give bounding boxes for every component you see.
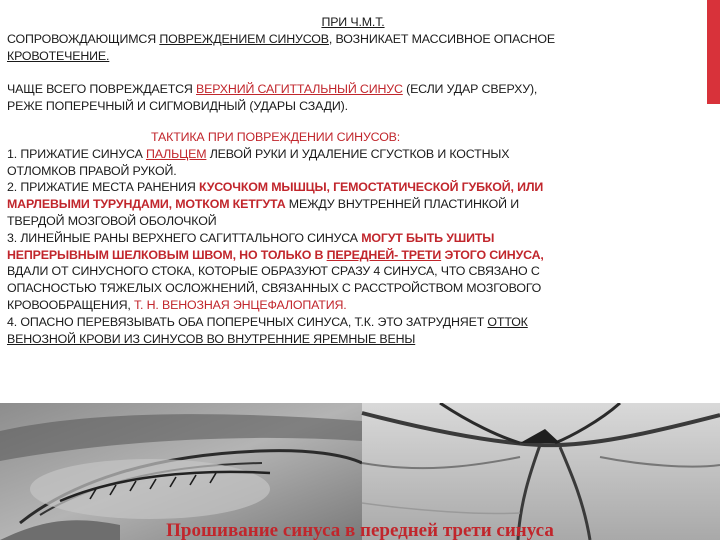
item-highlight: НЕПРЕРЫВНЫМ ШЕЛКОВЫМ ШВОМ, НО ТОЛЬКО В [7, 247, 327, 262]
accent-bar [707, 0, 720, 104]
heading-prefix-text: ПРИ Ч.М.Т. [321, 15, 385, 29]
item3-line3: ВДАЛИ ОТ СИНУСНОГО СТОКА, КОТОРЫЕ ОБРАЗУЮТ СРАЗУ 4 СИНУСА, ЧТО СВЯЗАНО С [7, 264, 540, 279]
item1-line1 [7, 146, 699, 163]
item-text: 1. ПРИЖАТИЕ СИНУСА [7, 146, 146, 161]
item-text: 4. ОПАСНО ПЕРЕВЯЗЫВАТЬ ОБА ПОПЕРЕЧНЫХ СИНУСА, Т.К. ЭТО ЗАТРУДНЯЕТ [7, 314, 488, 329]
item3-line4: ОПАСНОСТЬЮ ТЯЖЕЛЫХ ОСЛОЖНЕНИЙ, СВЯЗАННЫХ С РАССТРОЙСТВОМ МОЗГОВОГО [7, 281, 542, 296]
item4-line2 [7, 331, 699, 348]
spacer [7, 115, 699, 129]
item-highlight: ЭТОГО СИНУСА, [441, 247, 544, 262]
item4-line1 [7, 314, 699, 331]
heading-line1 [7, 31, 699, 48]
slide-text [7, 14, 699, 347]
item1-line2: ОТЛОМКОВ ПРАВОЙ РУКОЙ. [7, 163, 177, 178]
frequent-text: ЧАЩЕ ВСЕГО ПОВРЕЖДАЕТСЯ [7, 82, 197, 97]
item-text: 3. ЛИНЕЙНЫЕ РАНЫ ВЕРХНЕГО САГИТТАЛЬНОГО СИНУСА [7, 230, 362, 245]
frequent-line1 [7, 81, 699, 98]
item3-line5 [7, 297, 699, 314]
item-text: МЕЖДУ ВНУТРЕННЕЙ ПЛАСТИНКОЙ И [285, 197, 519, 212]
frequent-text: (ЕСЛИ УДАР СВЕРХУ), [402, 82, 538, 97]
heading-text: , ВОЗНИКАЕТ МАССИВНОЕ ОПАСНОЕ [328, 31, 556, 46]
item-underlined: ВЕНОЗНОЙ КРОВИ ИЗ СИНУСОВ ВО ВНУТРЕННИЕ ЯРЕМНЫЕ ВЕНЫ [7, 331, 416, 346]
frequent-highlight: ВЕРХНИЙ САГИТТАЛЬНЫЙ СИНУС [196, 82, 403, 97]
item-highlight: МАРЛЕВЫМИ ТУРУНДАМИ, МОТКОМ КЕТГУТА [7, 197, 286, 212]
heading-line2 [7, 48, 699, 65]
item-underlined: ОТТОК [487, 314, 528, 329]
item-highlight: КУСОЧКОМ МЫШЦЫ, ГЕМОСТАТИЧЕСКОЙ ГУБКОЙ, ИЛИ [199, 180, 544, 195]
item-highlight-underlined: ПЕРЕДНЕЙ- ТРЕТИ [326, 247, 442, 262]
item-text: КРОВООБРАЩЕНИЯ, [7, 297, 134, 312]
heading-underlined: КРОВОТЕЧЕНИЕ. [7, 48, 110, 63]
item2-line2 [7, 196, 699, 213]
item-highlight: ПАЛЬЦЕМ [145, 146, 207, 161]
item-highlight: МОГУТ БЫТЬ УШИТЫ [361, 230, 495, 245]
spacer [7, 64, 699, 81]
item3-line1 [7, 230, 699, 247]
figure-caption: Прошивание синуса в передней трети синуса [166, 520, 554, 541]
item3-line2 [7, 247, 699, 264]
item2-line3: ТВЕРДОЙ МОЗГОВОЙ ОБОЛОЧКОЙ [7, 213, 217, 228]
heading-prefix [7, 14, 699, 31]
frequent-line2: РЕЖЕ ПОПЕРЕЧНЫЙ И СИГМОВИДНЫЙ (УДАРЫ СЗАДИ). [7, 99, 348, 114]
item-text: ЛЕВОЙ РУКИ И УДАЛЕНИЕ СГУСТКОВ И КОСТНЫХ [206, 146, 510, 161]
item2-line1 [7, 179, 699, 196]
item-text: 2. ПРИЖАТИЕ МЕСТА РАНЕНИЯ [7, 180, 200, 195]
tactics-title: ТАКТИКА ПРИ ПОВРЕЖДЕНИИ СИНУСОВ: [151, 129, 401, 144]
heading-text: СОПРОВОЖДАЮЩИМСЯ [7, 31, 160, 46]
heading-underlined: ПОВРЕЖДЕНИЕМ СИНУСОВ [159, 31, 329, 46]
item-highlight: Т. Н. ВЕНОЗНАЯ ЭНЦЕФАЛОПАТИЯ. [133, 297, 347, 312]
